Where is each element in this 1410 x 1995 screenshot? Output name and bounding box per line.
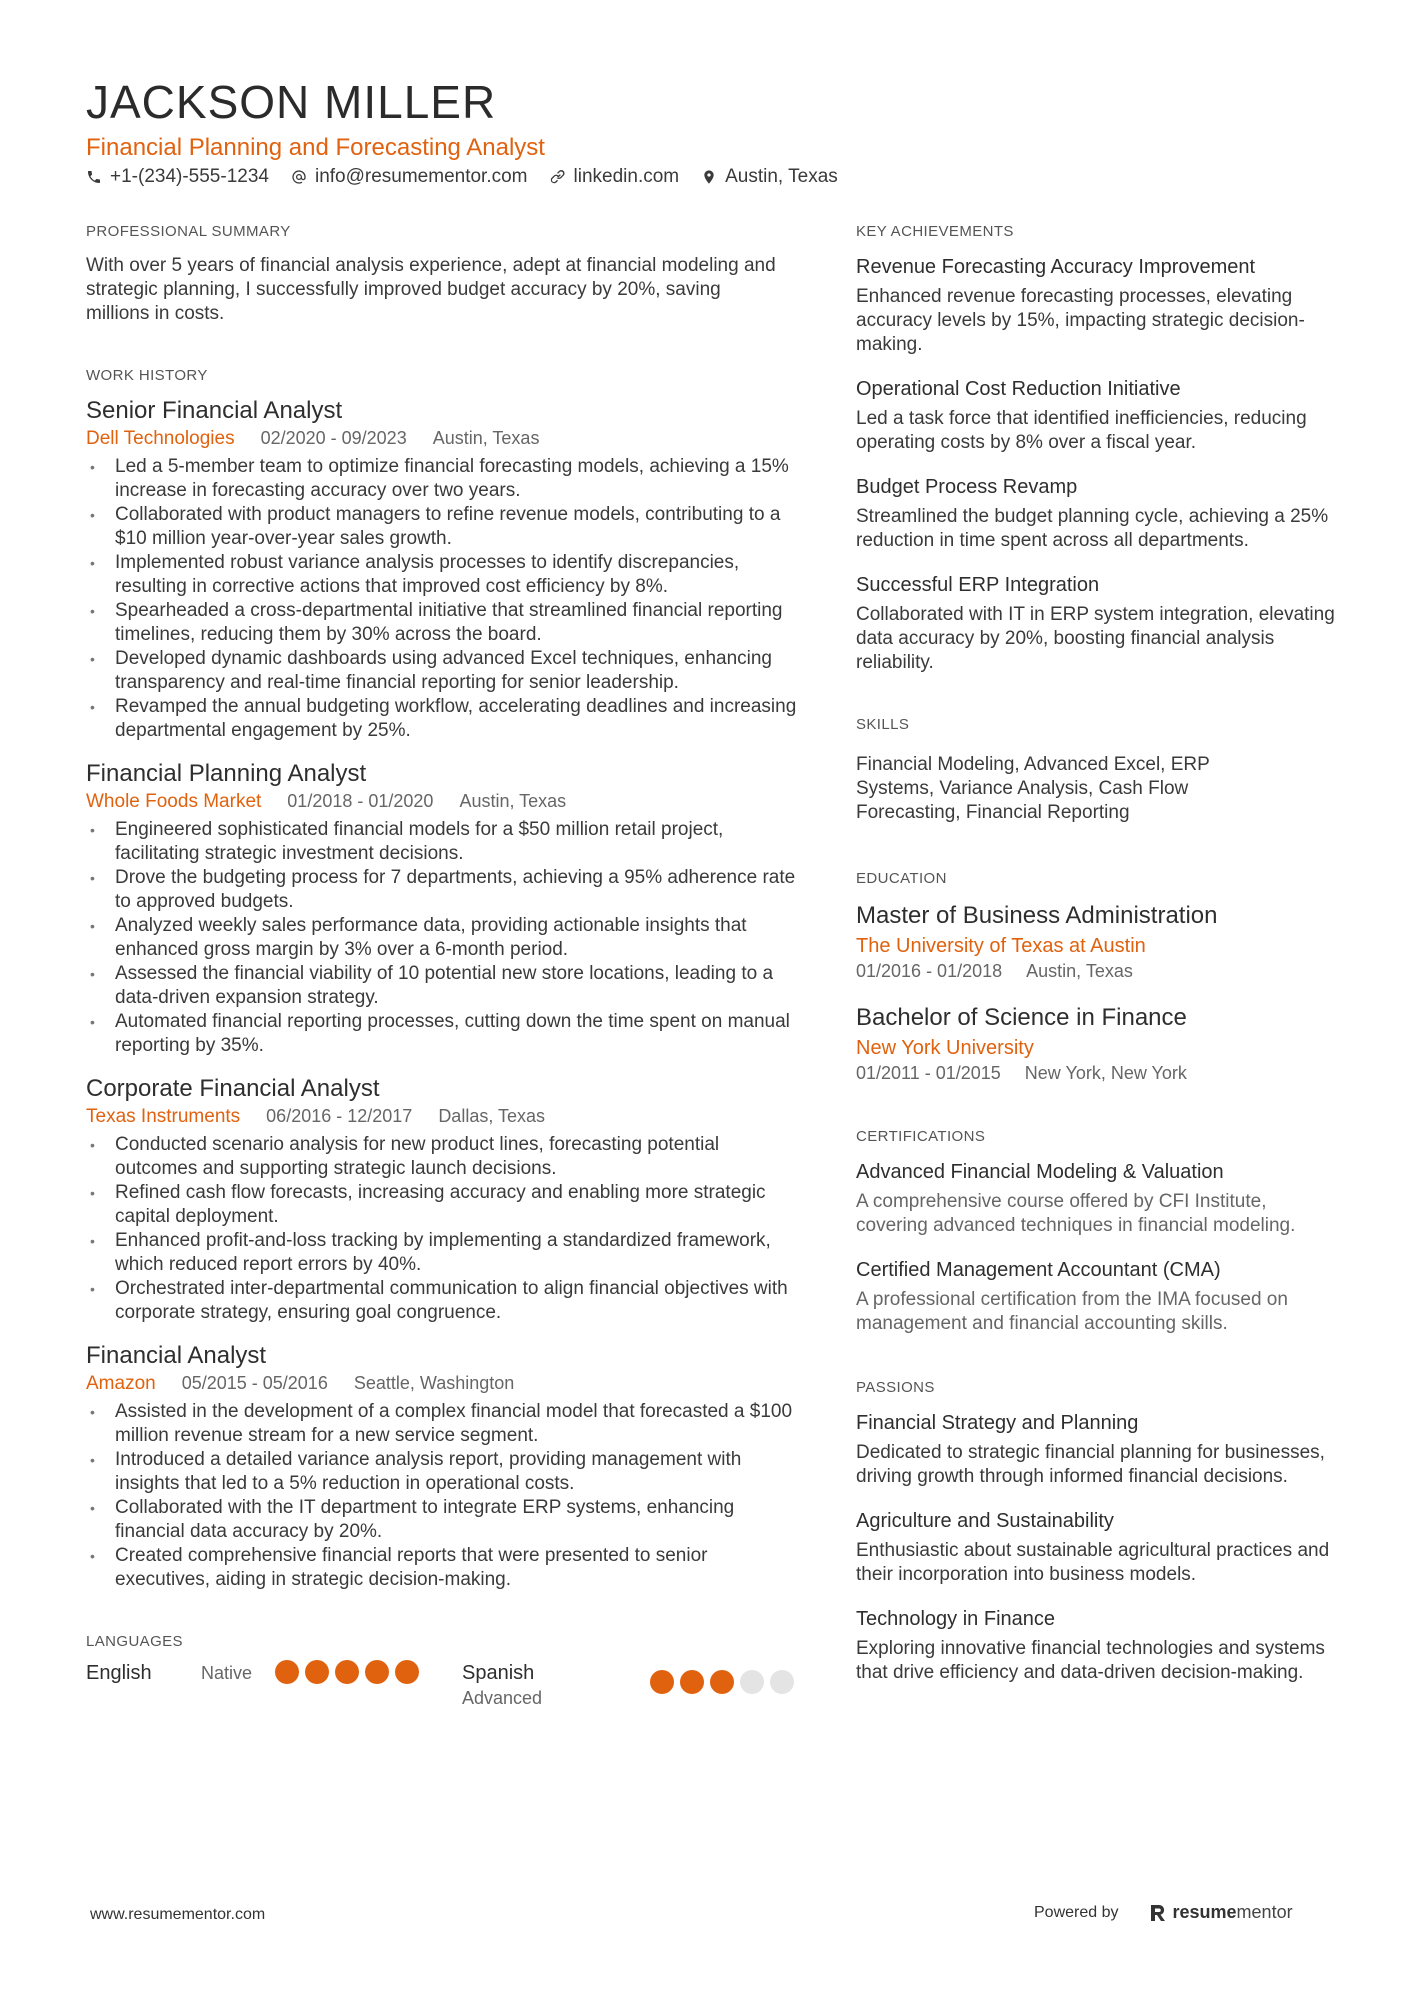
job-location: Dallas, Texas [438,1106,546,1126]
achievement-title: Budget Process Revamp [856,476,1078,498]
section-title: LANGUAGES [86,1633,183,1650]
bullet-item: • Revamped the annual budgeting workflow, accelerating deadlines and increasing departmental engagement by 25%. [86,695,798,743]
language-rating [275,1660,419,1684]
certification-title: Certified Management Accountant (CMA) [856,1259,1221,1281]
section-title: SKILLS [856,716,910,733]
job-role: Financial Analyst [86,1342,267,1369]
job-bullets [86,1400,798,1592]
email-text: info@resumementor.com [314,166,528,187]
language-item [462,1660,798,1710]
phone-text: +1-(234)-555-1234 [110,166,269,187]
bullet-item: • Implemented robust variance analysis processes to identify discrepancies, resulting in corrective actions that improved cost efficiency by 8%. [86,551,798,599]
bullet-item: • Led a 5-member team to optimize financial forecasting models, achieving a 15% increase in forecasting accuracy over two years. [86,455,798,503]
rating-dot-filled [680,1670,704,1694]
certifications-section [856,1127,1336,1336]
job-role: Financial Planning Analyst [86,760,367,787]
skills-text: Financial Modeling, Advanced Excel, ERP Systems, Variance Analysis, Cash Flow Forecasting, Financial Reporting [856,754,1210,823]
job-dates: 01/2018 - 01/2020 [287,791,434,811]
powered-by-label: Powered by [1034,1903,1119,1921]
bullet-item: • Collaborated with the IT department to integrate ERP systems, enhancing financial data accuracy by 20%. [86,1496,798,1544]
job-entry [86,396,798,743]
bullet-item: • Enhanced profit-and-loss tracking by implementing a standardized framework, which reduced report errors by 40%. [86,1229,798,1277]
language-level: Native [201,1663,253,1683]
footer-branding [1034,1902,1293,1923]
job-location: Austin, Texas [432,428,540,448]
rating-dot-empty [740,1670,764,1694]
candidate-title: Financial Planning and Forecasting Analyst [86,134,545,161]
job-location: Austin, Texas [459,791,567,811]
contact-email[interactable] [291,164,528,190]
job-meta [86,1371,798,1396]
section-title: PASSIONS [856,1379,935,1396]
achievements-section [856,222,1336,675]
language-rating [650,1670,794,1694]
language-name: Spanish [462,1662,535,1684]
certification-item [856,1257,1336,1336]
section-title: PROFESSIONAL SUMMARY [86,223,291,240]
job-bullets [86,818,798,1058]
footer-website[interactable]: www.resumementor.com [90,1906,266,1923]
job-dates: 06/2016 - 12/2017 [266,1106,413,1126]
passion-text: Enthusiastic about sustainable agricultural practices and their incorporation into business models. [856,1540,1330,1585]
certification-text: A comprehensive course offered by CFI Institute, covering advanced techniques in financial modeling. [856,1191,1296,1236]
bullet-item: • Introduced a detailed variance analysis report, providing management with insights that led to a 5% reduction in operational costs. [86,1448,798,1496]
achievement-item [856,474,1336,553]
rating-dot-filled [650,1670,674,1694]
job-company: Dell Technologies [86,428,235,449]
bullet-item: • Engineered sophisticated financial models for a $50 million retail project, facilitating strategic investment decisions. [86,818,798,866]
rating-dot-filled [365,1660,389,1684]
education-item [856,1003,1336,1085]
bullet-item: • Developed dynamic dashboards using advanced Excel techniques, enhancing transparency and real-time financial reporting for senior leadership. [86,647,798,695]
education-school: The University of Texas at Austin [856,935,1146,957]
candidate-name: JACKSON MILLER [86,76,497,128]
brand-bold: resume [1172,1902,1237,1922]
education-degree: Master of Business Administration [856,902,1218,929]
left-column [86,222,798,1710]
job-meta [86,789,798,814]
section-title: EDUCATION [856,870,947,887]
passion-title: Financial Strategy and Planning [856,1412,1139,1434]
bullet-item: • Drove the budgeting process for 7 departments, achieving a 95% adherence rate to approved budgets. [86,866,798,914]
job-company: Amazon [86,1373,156,1394]
job-entry [86,759,798,1058]
job-meta [86,1104,798,1129]
achievement-text: Streamlined the budget planning cycle, achieving a 25% reduction in time spent across all departments. [856,506,1329,551]
rating-dot-filled [305,1660,329,1684]
bullet-item: • Spearheaded a cross-departmental initiative that streamlined financial reporting timelines, reducing them by 30% across the board. [86,599,798,647]
bullet-item: • Collaborated with product managers to refine revenue models, contributing to a $10 million year-over-year sales growth. [86,503,798,551]
education-item [856,901,1336,983]
job-entry [86,1074,798,1325]
languages-row [86,1660,798,1710]
skills-section [856,715,1336,825]
achievement-item [856,254,1336,357]
brand-rest: mentor [1236,1902,1293,1922]
achievement-text: Collaborated with IT in ERP system integration, elevating data accuracy by 20%, boosting financial analysis reliability. [856,604,1335,673]
map-pin-icon [701,169,717,185]
education-dates: 01/2016 - 01/2018 [856,961,1003,981]
passion-item [856,1606,1336,1685]
resumementor-logo-icon [1149,1903,1167,1923]
link-icon [550,169,566,185]
linkedin-text: linkedin.com [573,166,680,187]
language-level: Advanced [462,1688,543,1708]
rating-dot-filled [395,1660,419,1684]
education-school: New York University [856,1037,1034,1059]
education-dates: 01/2011 - 01/2015 [856,1063,1001,1083]
achievement-title: Revenue Forecasting Accuracy Improvement [856,256,1256,278]
location-text: Austin, Texas [725,166,838,187]
job-location: Seattle, Washington [353,1373,515,1393]
summary-section [86,222,798,326]
passion-title: Agriculture and Sustainability [856,1510,1114,1532]
contact-bar [86,164,838,190]
achievement-text: Enhanced revenue forecasting processes, elevating accuracy levels by 15%, impacting strategic decision-making. [856,286,1305,355]
job-bullets [86,455,798,743]
language-item [86,1660,462,1686]
passion-title: Technology in Finance [856,1608,1056,1630]
language-name: English [86,1662,152,1684]
passion-text: Exploring innovative financial technologies and systems that drive efficiency and data-driven decision-making. [856,1638,1325,1683]
job-entry [86,1341,798,1592]
job-company: Texas Instruments [86,1106,241,1127]
achievement-item [856,572,1336,675]
education-meta [856,959,1336,983]
passions-section [856,1378,1336,1685]
education-meta [856,1061,1336,1085]
achievement-text: Led a task force that identified inefficiencies, reducing operating costs by 8% over a fiscal year. [856,408,1307,453]
certification-title: Advanced Financial Modeling & Valuation [856,1161,1224,1183]
section-title: KEY ACHIEVEMENTS [856,223,1014,240]
language-text [462,1660,650,1710]
certification-text: A professional certification from the IMA focused on management and financial accounting skills. [856,1289,1288,1334]
work-history-section [86,366,798,1592]
rating-dot-filled [710,1670,734,1694]
education-location: New York, New York [1024,1063,1187,1083]
achievement-title: Operational Cost Reduction Initiative [856,378,1181,400]
job-dates: 05/2015 - 05/2016 [181,1373,328,1393]
passion-item [856,1508,1336,1587]
contact-phone[interactable] [86,164,269,190]
rating-dot-empty [770,1670,794,1694]
languages-section [86,1632,798,1710]
bullet-item: • Automated financial reporting processes, cutting down the time spent on manual reporting by 35%. [86,1010,798,1058]
achievement-title: Successful ERP Integration [856,574,1100,596]
education-section [856,869,1336,1085]
job-role: Corporate Financial Analyst [86,1075,380,1102]
job-company: Whole Foods Market [86,791,262,812]
rating-dot-filled [275,1660,299,1684]
bullet-item: • Assessed the financial viability of 10 potential new store locations, leading to a data-driven expansion strategy. [86,962,798,1010]
contact-linkedin[interactable] [550,164,680,190]
achievement-item [856,376,1336,455]
section-title: WORK HISTORY [86,367,208,384]
bullet-item: • Analyzed weekly sales performance data, providing actionable insights that enhanced gross margin by 3% over a 6-month period. [86,914,798,962]
rating-dot-filled [335,1660,359,1684]
phone-icon [86,169,102,185]
bullet-item: • Refined cash flow forecasts, increasing accuracy and enabling more strategic capital deployment. [86,1181,798,1229]
education-degree: Bachelor of Science in Finance [856,1004,1187,1031]
at-icon [291,169,307,185]
passion-item [856,1410,1336,1489]
job-role: Senior Financial Analyst [86,397,343,424]
right-column [856,222,1336,1685]
certification-item [856,1159,1336,1238]
education-location: Austin, Texas [1026,961,1133,981]
job-bullets [86,1133,798,1325]
passion-text: Dedicated to strategic financial planning for businesses, driving growth through informed financial decisions. [856,1442,1325,1487]
bullet-item: • Assisted in the development of a complex financial model that forecasted a $100 million revenue stream for a new service segment. [86,1400,798,1448]
bullet-item: • Orchestrated inter-departmental communication to align financial objectives with corporate strategy, ensuring goal congruence. [86,1277,798,1325]
job-dates: 02/2020 - 09/2023 [260,428,407,448]
brand-name [1173,1902,1293,1923]
contact-location [701,164,838,190]
summary-text: With over 5 years of financial analysis experience, adept at financial modeling and strategic planning, I successfully improved budget accuracy by 20%, saving millions in costs. [86,255,776,324]
section-title: CERTIFICATIONS [856,1128,986,1145]
bullet-item: • Conducted scenario analysis for new product lines, forecasting potential outcomes and supporting strategic launch decisions. [86,1133,798,1181]
job-meta [86,426,798,451]
bullet-item: • Created comprehensive financial reports that were presented to senior executives, aiding in strategic decision-making. [86,1544,798,1592]
brand-logo[interactable] [1149,1902,1293,1923]
